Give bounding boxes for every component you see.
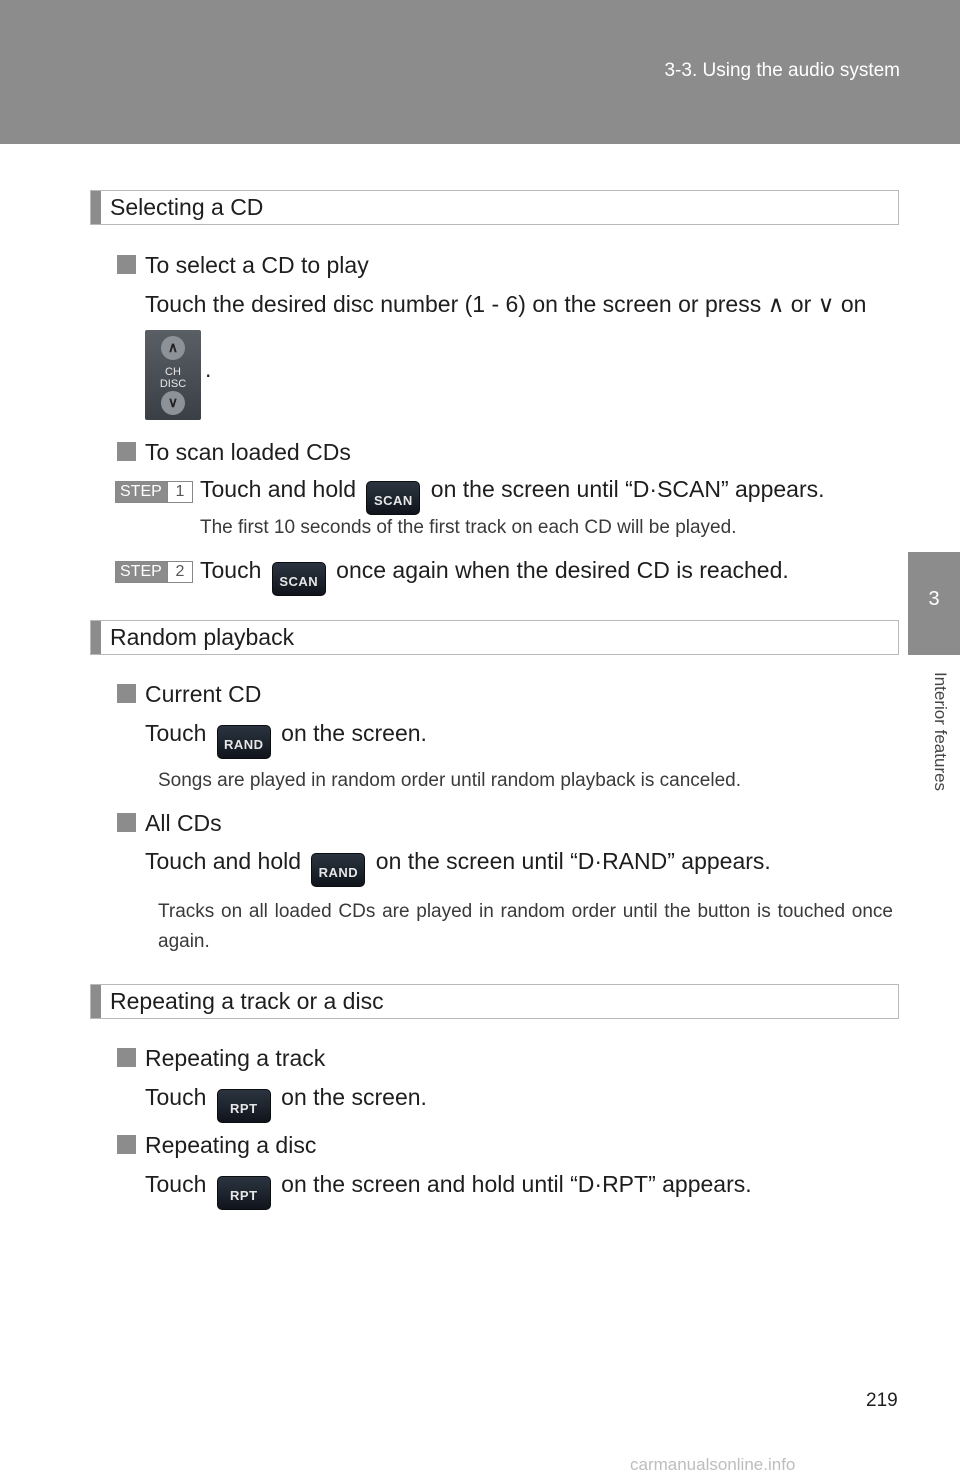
page-number: 219	[866, 1390, 898, 1411]
section-title: Random playback	[110, 624, 295, 650]
square-bullet-icon	[117, 442, 136, 461]
chapter-number: 3	[928, 588, 940, 610]
step-2-badge: STEP 2	[115, 561, 193, 583]
step-1-text: Touch and hold SCAN on the screen until “D·SCAN” appears.	[200, 476, 825, 515]
rand-button-image: RAND	[217, 725, 271, 759]
section-header-selecting-cd	[90, 190, 899, 225]
chevron-down-icon: ∨	[161, 391, 185, 415]
rand-button-image: RAND	[311, 853, 365, 887]
section-header-random-playback	[90, 620, 899, 655]
header-title: 3-3. Using the audio system	[664, 60, 900, 81]
square-bullet-icon	[117, 255, 136, 274]
square-bullet-icon	[117, 1048, 136, 1067]
repeat-disc-instruction: Touch RPT on the screen and hold until “D·RPT” appears.	[145, 1171, 752, 1210]
square-bullet-icon	[117, 813, 136, 832]
chapter-label: Interior features	[931, 672, 950, 792]
subheading-repeat-disc: Repeating a disc	[117, 1132, 316, 1159]
square-bullet-icon	[117, 1135, 136, 1154]
chevron-up-icon: ∧	[161, 336, 185, 360]
subheading-current-cd: Current CD	[117, 681, 261, 708]
section-header-repeating	[90, 984, 899, 1019]
step-1-badge: STEP 1	[115, 481, 193, 503]
step-1-note: The first 10 seconds of the first track on each CD will be played.	[200, 517, 737, 538]
subheading-select-cd: To select a CD to play	[117, 252, 369, 279]
section-title: Repeating a track or a disc	[110, 988, 384, 1014]
repeat-track-instruction: Touch RPT on the screen.	[145, 1084, 427, 1123]
ch-disc-label: CH DISC	[159, 366, 187, 390]
step-number: 2	[167, 562, 192, 582]
sentence-period: .	[205, 356, 212, 382]
select-cd-instruction: Touch the desired disc number (1 - 6) on the screen or press ∧ or ∨ on	[145, 291, 867, 317]
step-number: 1	[167, 482, 192, 502]
rpt-button-image: RPT	[217, 1089, 271, 1123]
scan-button-image: SCAN	[272, 562, 326, 596]
watermark-text: carmanualsonline.info	[630, 1455, 796, 1474]
scan-button-image: SCAN	[366, 481, 420, 515]
subheading-repeat-track: Repeating a track	[117, 1045, 325, 1072]
section-title: Selecting a CD	[110, 194, 264, 220]
rpt-button-image: RPT	[217, 1176, 271, 1210]
subheading-all-cds: All CDs	[117, 810, 222, 837]
ch-disc-button-image	[145, 330, 201, 420]
all-cds-instruction: Touch and hold RAND on the screen until “D·RAND” appears.	[145, 848, 771, 887]
current-cd-note: Songs are played in random order until random playback is canceled.	[158, 770, 741, 791]
current-cd-instruction: Touch RAND on the screen.	[145, 720, 427, 759]
step-2-text: Touch SCAN once again when the desired CD is reached.	[200, 557, 789, 596]
square-bullet-icon	[117, 684, 136, 703]
subheading-scan-cds: To scan loaded CDs	[117, 439, 351, 466]
all-cds-note: Tracks on all loaded CDs are played in random order until the button is touched once again.	[158, 901, 893, 952]
